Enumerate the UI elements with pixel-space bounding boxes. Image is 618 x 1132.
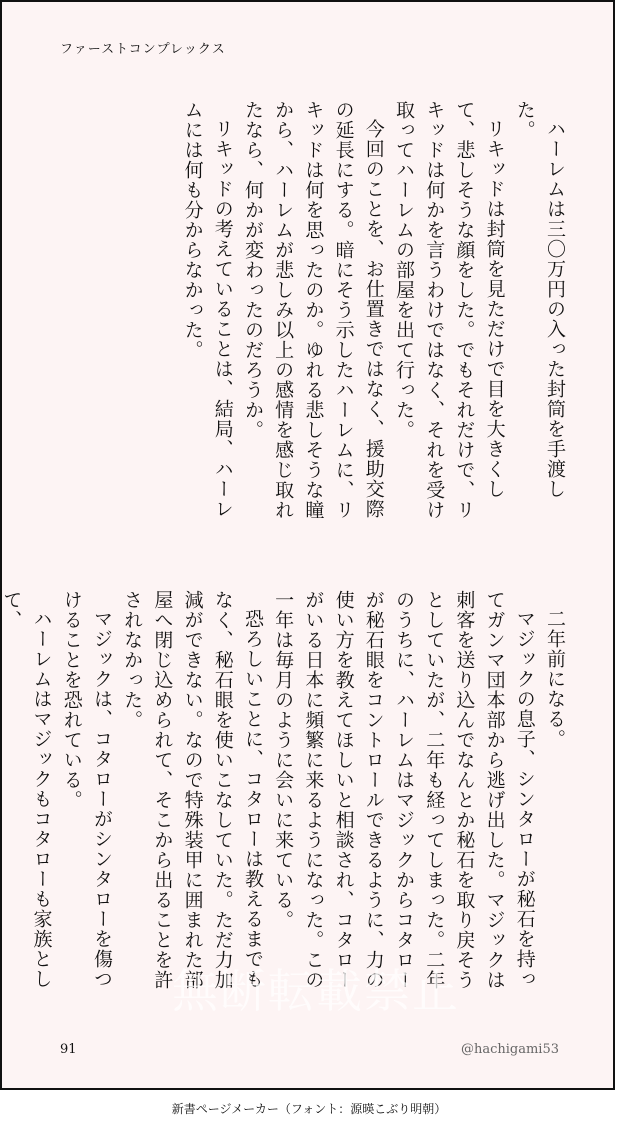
author-handle: @hachigami53 — [460, 1042, 559, 1057]
paragraph: 恐ろしいことに、コタローは教えるまでもなく、秘石眼を使いこなしていた。ただ力加減ができない。なので特殊装甲に囲まれた部屋へ閉じ込められて、そこから出ることを許されなかった。 — [121, 590, 264, 990]
running-header: ファーストコンプレックス — [60, 42, 226, 57]
paragraph: リキッドは封筒を見ただけで目を大きくして、悲しそうな顔をした。でもそれだけで、リキッドは何かを言うわけではなく、それを受け取ってハーレムの部屋を出て行った。 — [392, 100, 506, 520]
paragraph: マジックは、コタローがシンタローを傷つけることを恐れている。 — [60, 590, 113, 989]
text-block-upper — [181, 100, 570, 535]
paragraph: ハーレムは三〇万円の入った封筒を手渡した。 — [513, 100, 566, 499]
paragraph: ハーレムはマジックもコタローも家族として、 — [0, 590, 53, 989]
text-block-lower — [0, 590, 570, 990]
paragraph: リキッドの考えていることは、結局、ハーレムには何も分からなかった。 — [181, 100, 234, 519]
page-number: 91 — [60, 1042, 77, 1057]
watermark: 無断転載禁止 — [172, 964, 460, 1018]
generator-caption: 新書ページメーカー（フォント：源暎こぶり明朝） — [171, 1102, 447, 1116]
paragraph: 今回のことを、お仕置きではなく、援助交際の延長にする。暗にそう示したハーレムに、リキッドは何を思ったのか。ゆれる悲しそうな瞳から、ハーレムが悲しみ以上の感情を感じ取れたなら、何かが変わったのだろうか。 — [241, 100, 385, 520]
paragraph: 二年前になる。 — [544, 609, 566, 749]
paragraph: マジックの息子、シンタローが秘石を持ってガンマ団本部から逃げ出した。マジックは刺客を送り込んでなんとか秘石を取り戻そうとしていたが、二年も経ってしまった。二年のうちに、ハーレムはマジックからコタローが秘石眼をコントロールできるように、力の使い方を教えてほしいと相談され、コタローがいる日本に頻繁に来るようになった。この一年は毎月のように会いに来ている。 — [272, 590, 536, 990]
